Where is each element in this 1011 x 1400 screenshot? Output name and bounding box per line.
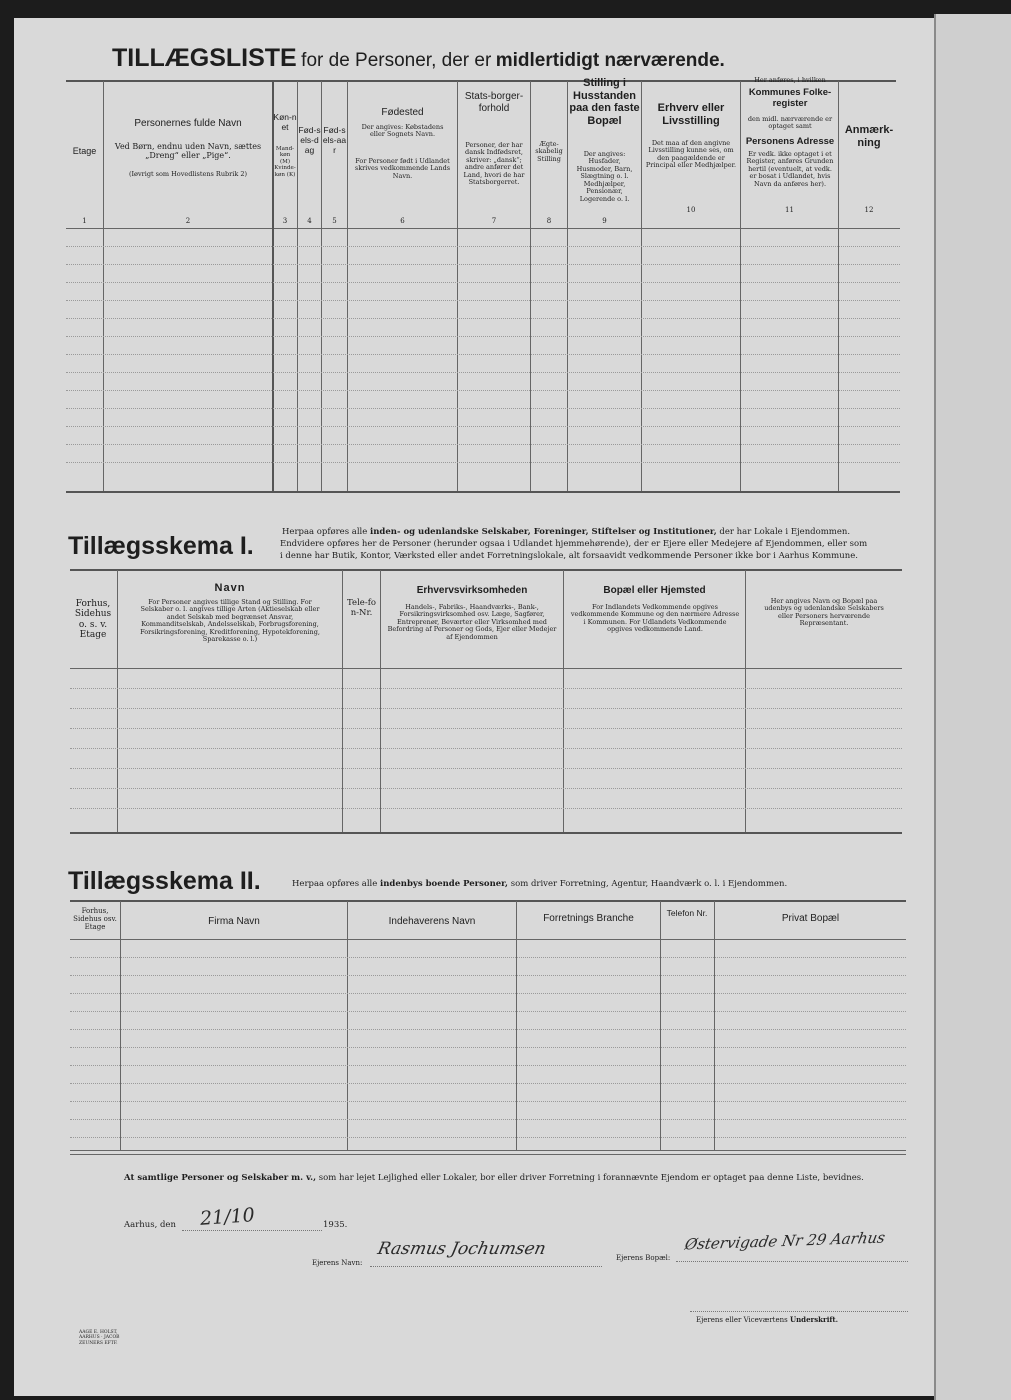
col-etage-head: Etage (72, 146, 97, 156)
col-birthplace-note2: For Personer født i Udlandet skrives vedkommende Lands Navn. (354, 157, 451, 180)
main-row-line (66, 336, 900, 337)
schema2-desc-a: Herpaa opføres alle (292, 879, 378, 889)
schema1-col-sep (380, 570, 381, 832)
main-row-line (66, 246, 900, 247)
col-household-head: Stilling i Husstanden paa den faste Bopæl (569, 77, 640, 127)
col-num: 6 (400, 217, 405, 225)
schema2-col-branch: Forretnings Branche (543, 913, 634, 924)
date-handwritten: 21/10 (199, 1204, 256, 1230)
schema1-row-line (70, 728, 902, 729)
main-table-header-rule (66, 228, 900, 229)
col-num: 1 (82, 217, 87, 225)
main-row-line (66, 282, 900, 283)
schema2-col-private-address: Privat Bopæl (781, 913, 840, 924)
schema2-col-sep (660, 901, 661, 1150)
main-title-bold: TILLÆGSLISTE (112, 44, 297, 72)
main-col-sep (641, 81, 642, 491)
schema1-col-name: Navn (214, 582, 246, 594)
schema1-desc-c: der har Lokale i Ejendommen. (719, 527, 851, 537)
col-birthplace-note: Der angives: Købstadens eller Sognets Navn. (361, 123, 444, 139)
col-num: 4 (307, 217, 312, 225)
col-num: 9 (602, 217, 607, 225)
signature-line (690, 1311, 908, 1312)
schema2-row-line (70, 993, 906, 994)
schema1-row-line (70, 688, 902, 689)
col-name-note2: (Iøvrigt som Hovedlistens Rubrik 2) (128, 170, 248, 178)
main-col-sep (272, 81, 274, 491)
col-birthday-head: Fød-sels-dag (298, 125, 321, 155)
schema2-row-line (70, 957, 906, 958)
col-sex-head: Køn-net (273, 112, 297, 132)
col-register-head2: Personens Adresse (745, 136, 835, 147)
signature-caption-b: Underskrift. (789, 1315, 839, 1324)
schema2-row-line (70, 1083, 906, 1084)
schema2-row-line (70, 1029, 906, 1030)
schema1-col-representative-note: Her angives Navn og Bopæl paa udenbys og udenlandske Selskabers eller Personers herværende Repræsentant. (764, 597, 884, 628)
col-register-note0: Her anføres, i hvilken (754, 76, 826, 84)
col-name-note: Ved Børn, endnu uden Navn, sættes „Dreng“ eller „Pige“. (114, 142, 262, 161)
col-occupation-note: Det maa af den angivne Livsstilling kunne ses, om den paagældende er Principal eller Medhjælper. (645, 139, 737, 170)
schema1-desc-b: inden- og udenlandske Selskaber, Foreninger, Stiftelser og Institutioner, (370, 527, 717, 537)
main-col-sep (567, 81, 568, 491)
main-row-line (66, 390, 900, 391)
date-place: Aarhus, den (124, 1220, 176, 1230)
schema1-title: Tillægsskema I. (68, 532, 254, 560)
col-remarks-head: Anmærk-ning (844, 124, 894, 149)
schema1-col-residence: Bopæl eller Hjemsted (603, 585, 706, 596)
schema2-col-firm: Firma Navn (208, 916, 260, 927)
main-row-line (66, 426, 900, 427)
col-birthyear-head: Fød-sels-aar (322, 125, 347, 155)
schema1-desc-line2: Endvidere opføres her de Personer (herunder ogsaa i Udlandet hjemmehørende), der er Ejere eller Medejere af Ejendommen, eller som (280, 539, 868, 549)
col-num: 12 (864, 206, 874, 214)
address-fill-line (676, 1261, 908, 1262)
schema2-row-line (70, 1119, 906, 1120)
main-row-line (66, 444, 900, 445)
main-row-line (66, 408, 900, 409)
schema1-col-sep (342, 570, 343, 832)
main-table-bottom-rule (66, 491, 900, 493)
main-col-sep (347, 81, 348, 491)
schema1-row-line (70, 708, 902, 709)
schema2-row-line (70, 1137, 906, 1138)
schema2-desc-c: som driver Forretning, Agentur, Haandværk o. l. i Ejendommen. (510, 879, 788, 889)
schema1-desc-line1 (282, 527, 850, 537)
signature-caption (696, 1315, 838, 1324)
schema2-row-line (70, 1011, 906, 1012)
main-title (112, 44, 725, 73)
col-register-note2: Er vedk. ikke optaget i et Register, anføres Grunden hertil (eventuelt, at vedk. er bosat i Udlandet, hvis Navn da anføres her). (746, 150, 834, 188)
schema2-col-etage: Forhus, Sidehus osv. Etage (73, 907, 117, 932)
schema2-col-owner: Indehaverens Navn (388, 916, 476, 927)
col-citizenship-note: Personer, der har dansk Indfødsret, skriver: „dansk“; andre anfører det Land, hvori de har Statsborgerret. (463, 141, 525, 187)
owner-address-label: Ejerens Bopæl: (616, 1254, 671, 1262)
schema1-col-sep (745, 570, 746, 832)
schema1-col-name-note: For Personer angives tillige Stand og Stilling. For Selskaber o. l. angives tillige Arten (Aktieselskab eller andet Selskab med begrænset Ansvar, Kommanditselskab, Andelsselskab, Forbrugsforening, Forsikringsforening, Kreditforening, Hypotekforening, Sparekasse o. l.) (140, 598, 320, 644)
col-sex-note: Mand-køn (M) Kvinde-køn (K) (274, 146, 296, 178)
schema2-row-line (70, 1047, 906, 1048)
col-num: 5 (332, 217, 337, 225)
schema2-col-sep (347, 901, 348, 1150)
schema1-col-business: Erhvervsvirksomheden (416, 585, 528, 596)
owner-signature: Rasmus Jochumsen (375, 1239, 548, 1259)
date-fill-line (182, 1230, 322, 1231)
schema2-header-rule (70, 939, 906, 940)
col-num: 10 (686, 206, 696, 214)
main-col-sep (530, 81, 531, 491)
schema1-row-line (70, 788, 902, 789)
schema1-row-line (70, 808, 902, 809)
main-col-sep (457, 81, 458, 491)
main-row-line (66, 462, 900, 463)
col-name-head: Personernes fulde Navn (134, 118, 242, 129)
schema2-title: Tillægsskema II. (68, 867, 261, 895)
col-occupation-head: Erhverv eller Livsstilling (657, 102, 725, 127)
main-row-line (66, 300, 900, 301)
schema1-top-rule (70, 569, 902, 571)
col-marital-head: Ægte-skabelig Stilling (535, 140, 563, 163)
col-register-note1: den midl. nærværende er optaget samt (747, 115, 833, 131)
col-num: 2 (185, 217, 191, 225)
schema2-col-sep (120, 901, 121, 1150)
schema1-col-business-note: Handels-, Fabriks-, Haandværks-, Bank-, Forsikringsvirksomhed osv. Læge, Sagfører, Entreprenør, Beværter eller Virksomhed med Befordring af Personer og Gods, Ejer eller Medejer af Ejendommen (387, 603, 557, 641)
schema1-col-etage: Forhus, Sidehus o. s. v. Etage (74, 599, 112, 641)
main-col-sep (103, 81, 104, 491)
main-row-line (66, 372, 900, 373)
col-num: 8 (546, 217, 552, 225)
schema1-bottom-rule (70, 832, 902, 834)
owner-name-label: Ejerens Navn: (312, 1259, 363, 1267)
main-row-line (66, 264, 900, 265)
schema2-col-sep (714, 901, 715, 1150)
col-num: 3 (282, 217, 288, 225)
schema2-row-line (70, 975, 906, 976)
schema1-row-line (70, 768, 902, 769)
signature-caption-a: Ejerens eller Viceværtens (696, 1316, 788, 1324)
owner-fill-line (370, 1266, 602, 1267)
main-title-end: midlertidigt nærværende. (495, 50, 725, 71)
schema2-desc-b: indenbys boende Personer, (380, 879, 509, 889)
schema2-bottom-rule (70, 1150, 906, 1151)
schema2-row-line (70, 1101, 906, 1102)
col-register-head: Kommunes Folke-register (748, 87, 832, 109)
schema1-col-phone: Tele-fon-Nr. (347, 598, 376, 618)
col-household-note: Der angives: Husfader, Husmoder, Barn, Slægtning o. l. Medhjælper, Pensionær, Logerende o. l. (576, 150, 633, 203)
main-row-line (66, 354, 900, 355)
schema1-col-sep (117, 570, 118, 832)
schema2-bottom-rule-2 (70, 1154, 906, 1155)
schema1-header-rule (70, 668, 902, 669)
schema1-desc-line3: i denne har Butik, Kontor, Værksted eller andet Forretningslokale, alt forsaavidt vedkommende Personer ikke bor i Aarhus Kommune. (280, 551, 858, 561)
main-title-mid: for de Personer, der er (301, 50, 492, 71)
schema2-top-rule (70, 900, 906, 902)
attestation-statement (124, 1173, 864, 1183)
col-citizenship-head: Stats-borger-forhold (464, 91, 524, 114)
adjacent-page-edge (934, 14, 1011, 1400)
schema2-col-phone: Telefon Nr. (666, 908, 708, 918)
schema1-desc-a: Herpaa opføres alle (282, 527, 368, 537)
date-year: 1935. (323, 1220, 348, 1230)
schema2-row-line (70, 1065, 906, 1066)
col-num: 11 (785, 206, 794, 214)
schema1-row-line (70, 748, 902, 749)
col-birthplace-head: Fødested (381, 107, 424, 118)
statement-rest: som har lejet Lejlighed eller Lokaler, bor eller driver Forretning i forannævnte Ejendom er optaget paa denne Liste, bevidnes. (318, 1173, 864, 1183)
owner-address-handwritten: Østervigade Nr 29 Aarhus (683, 1228, 887, 1254)
col-num: 7 (491, 217, 497, 225)
statement-bold: At samtlige Personer og Selskaber m. v., (124, 1173, 317, 1183)
schema1-col-residence-note: For Indlandets Vedkommende opgives vedkommende Kommune og den nærmere Adresse i Kommunen. For Udlandets Vedkommende opgives vedkommende Land. (570, 603, 740, 634)
schema2-desc (292, 879, 787, 889)
schema1-col-sep (563, 570, 564, 832)
printer-imprint: AAGE E. HOLST, AARHUS · JACOB ZEUNERS EFTF. (79, 1330, 120, 1346)
schema2-col-sep (516, 901, 517, 1150)
main-row-line (66, 318, 900, 319)
